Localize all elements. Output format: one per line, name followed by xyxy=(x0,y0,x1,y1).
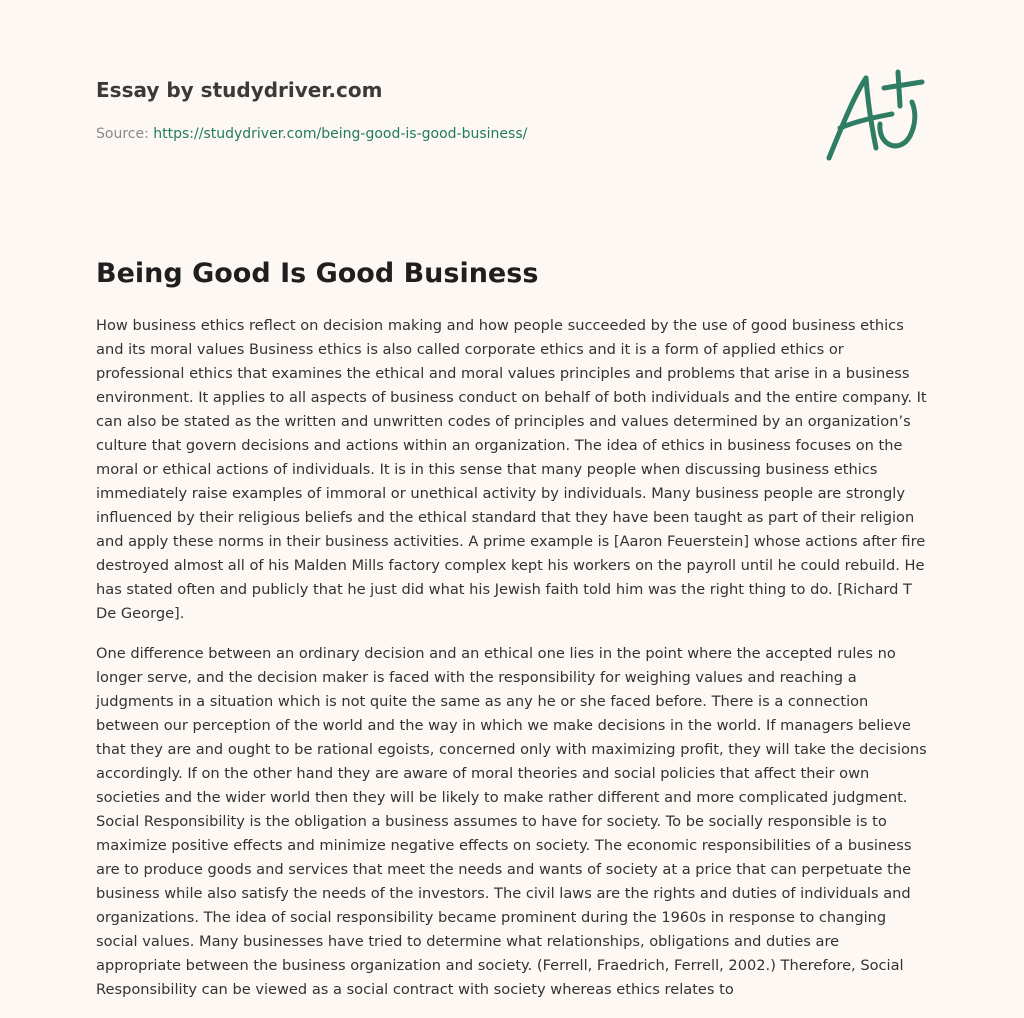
source-link[interactable]: https://studydriver.com/being-good-is-good-business/ xyxy=(153,126,528,142)
article-paragraph-1: How business ethics reflect on decision making and how people succeeded by the use of good business ethics and its moral values Business ethics is also called corporate ethics and it is a form of applied ethics or professional ethics that examines the ethical and moral values principles and problems that arise in a business environment. It applies to all aspects of business conduct on behalf of both individuals and the entire company. It can also be stated as the written and unwritten codes of principles and values determined by an organization’s culture that govern decisions and actions within an organization. The idea of ethics in business focuses on the moral or ethical actions of individuals. It is in this sense that many people when discussing business ethics immediately raise examples of immoral or unethical activity by individuals. Many business people are strongly influenced by their religious beliefs and the ethical standard that they have been taught as part of their religion and apply these norms in their business activities. A prime example is [Aaron Feuerstein] whose actions after fire destroyed almost all of his Malden Mills factory complex kept his workers on the payroll until he could rebuild. He has stated often and publicly that he just did what his Jewish faith told him was the right thing to do. [Richard T De George]. xyxy=(96,317,927,622)
source-line xyxy=(96,124,796,144)
essay-header xyxy=(96,76,796,144)
article-paragraph-2: One difference between an ordinary decision and an ethical one lies in the point where the accepted rules no longer serve, and the decision maker is faced with the responsibility for weighing values and reaching a judgments in a situation which is not quite the same as any he or she faced before. There is a connection between our perception of the world and the way in which we make decisions in the world. If managers believe that they are and ought to be rational egoists, concerned only with maximizing profit, they will take the decisions accordingly. If on the other hand they are aware of moral theories and social policies that affect their own societies and the wider world then they will be likely to make rather different and more complicated judgment. Social Responsibility is the obligation a business assumes to have for society. To be socially responsible is to maximize positive effects and minimize negative effects on society. The economic responsibilities of a business are to produce goods and services that meet the needs and wants of society at a price that can perpetuate the business while also satisfy the needs of the investors. The civil laws are the rights and duties of individuals and organizations. The idea of social responsibility became prominent during the 1960s in response to changing social values. Many businesses have tried to determine what relationships, obligations and duties are appropriate between the business organization and society. (Ferrell, Fraedrich, Ferrell, 2002.) Therefore, Social Responsibility can be viewed as a social contract with society whereas ethics relates to xyxy=(96,645,927,998)
a-plus-logo xyxy=(822,66,926,166)
source-label: Source: xyxy=(96,126,149,142)
article-body xyxy=(96,314,928,1018)
article-title: Being Good Is Good Business xyxy=(96,258,539,289)
essay-by-label: Essay by studydriver.com xyxy=(96,78,383,102)
